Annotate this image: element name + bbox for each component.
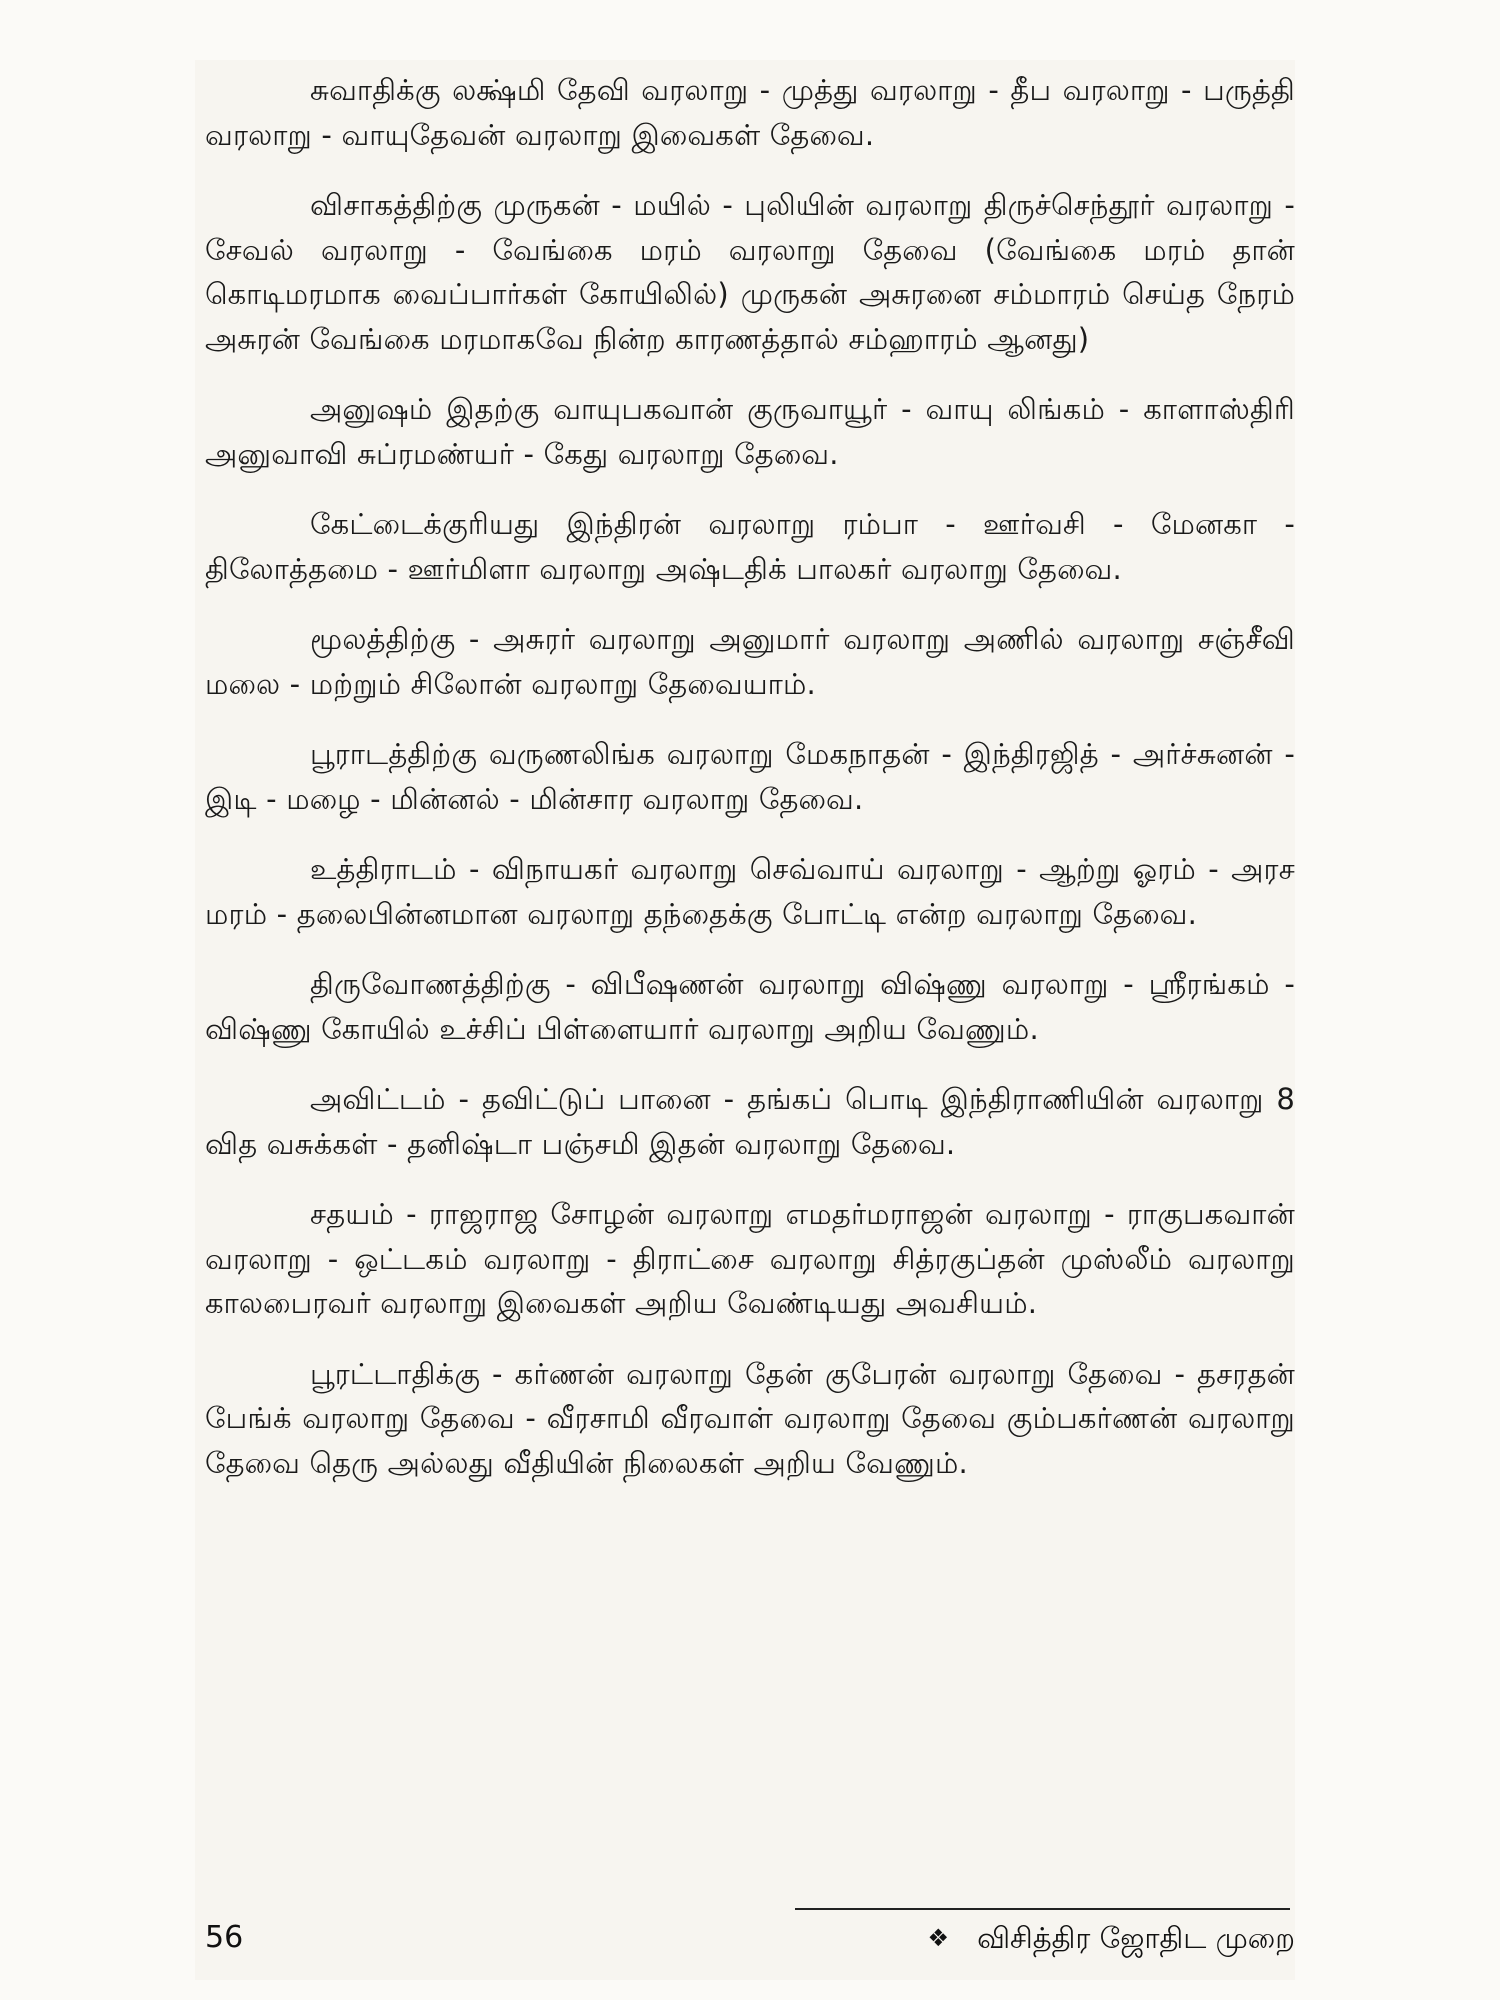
page-footer [205, 1918, 1295, 1968]
paragraph-anusham: அனுஷம் இதற்கு வாயுபகவான் குருவாயூர் - வாயு லிங்கம் - காளாஸ்திரி அனுவாவி சுப்ரமண்யர் - கேது வரலாறு தேவை. [205, 392, 1295, 471]
paragraph-moolam: மூலத்திற்கு - அசுரர் வரலாறு அனுமார் வரலாறு அணில் வரலாறு சஞ்சீவி மலை - மற்றும் சிலோன் வரலாறு தேவையாம். [205, 622, 1295, 701]
paragraph-visakam: விசாகத்திற்கு முருகன் - மயில் - புலியின் வரலாறு திருச்செந்தூர் வரலாறு - சேவல் வரலாறு - வேங்கை மரம் வரலாறு தேவை (வேங்கை மரம் தான் கொடிமரமாக வைப்பார்கள் கோயிலில்) முருகன் அசுரனை சம்மாரம் செய்த நேரம் அசுரன் வேங்கை மரமாகவே நின்ற காரணத்தால் சம்ஹாரம் ஆனது) [205, 188, 1295, 356]
page-number: 56 [205, 1920, 244, 1955]
paragraph-kettai: கேட்டைக்குரியது இந்திரன் வரலாறு ரம்பா - ஊர்வசி - மேனகா - திலோத்தமை - ஊர்மிளா வரலாறு அஷ்டதிக் பாலகர் வரலாறு தேவை. [205, 507, 1295, 586]
paragraph-pooradam: பூராடத்திற்கு வருணலிங்க வரலாறு மேகநாதன் - இந்திரஜித் - அர்ச்சுனன் - இடி - மழை - மின்னல் - மின்சார வரலாறு தேவை. [205, 737, 1295, 816]
paragraph-poorattathi: பூரட்டாதிக்கு - கர்ணன் வரலாறு தேன் குபேரன் வரலாறு தேவை - தசரதன் பேங்க் வரலாறு தேவை - வீரசாமி வீரவாள் வரலாறு தேவை கும்பகர்ணன் வரலாறு தேவை தெரு அல்லது வீதியின் நிலைகள் அறிய வேணும். [205, 1356, 1295, 1480]
book-title: விசித்திர ஜோதிட முறை [977, 1921, 1295, 1955]
paragraph-thiruvonam: திருவோணத்திற்கு - விபீஷணன் வரலாறு விஷ்ணு வரலாறு - ஸ்ரீரங்கம் - விஷ்ணு கோயில் உச்சிப் பிள்ளையார் வரலாறு அறிய வேணும். [205, 967, 1295, 1046]
paragraph-swati: சுவாதிக்கு லக்ஷ்மி தேவி வரலாறு - முத்து வரலாறு - தீப வரலாறு - பருத்தி வரலாறு - வாயுதேவன் வரலாறு இவைகள் தேவை. [205, 73, 1295, 152]
paragraph-uthiradam: உத்திராடம் - விநாயகர் வரலாறு செவ்வாய் வரலாறு - ஆற்று ஓரம் - அரச மரம் - தலைபின்னமான வரலாறு தந்தைக்கு போட்டி என்ற வரலாறு தேவை. [205, 852, 1295, 931]
paragraph-sathayam: சதயம் - ராஜராஜ சோழன் வரலாறு எமதர்மராஜன் வரலாறு - ராகுபகவான் வரலாறு - ஒட்டகம் வரலாறு - திராட்சை வரலாறு சித்ரகுப்தன் முஸ்லீம் வரலாறு காலபைரவர் வரலாறு இவைகள் அறிய வேண்டியது அவசியம். [205, 1197, 1295, 1320]
footer-rule [795, 1908, 1290, 1910]
paragraph-avittam: அவிட்டம் - தவிட்டுப் பானை - தங்கப் பொடி இந்திராணியின் வரலாறு 8 வித வசுக்கள் - தனிஷ்டா பஞ்சமி இதன் வரலாறு தேவை. [205, 1082, 1295, 1161]
ornament-icon: ❖ [927, 1924, 950, 1952]
running-title [928, 1918, 1295, 1958]
page-body [205, 68, 1295, 1511]
